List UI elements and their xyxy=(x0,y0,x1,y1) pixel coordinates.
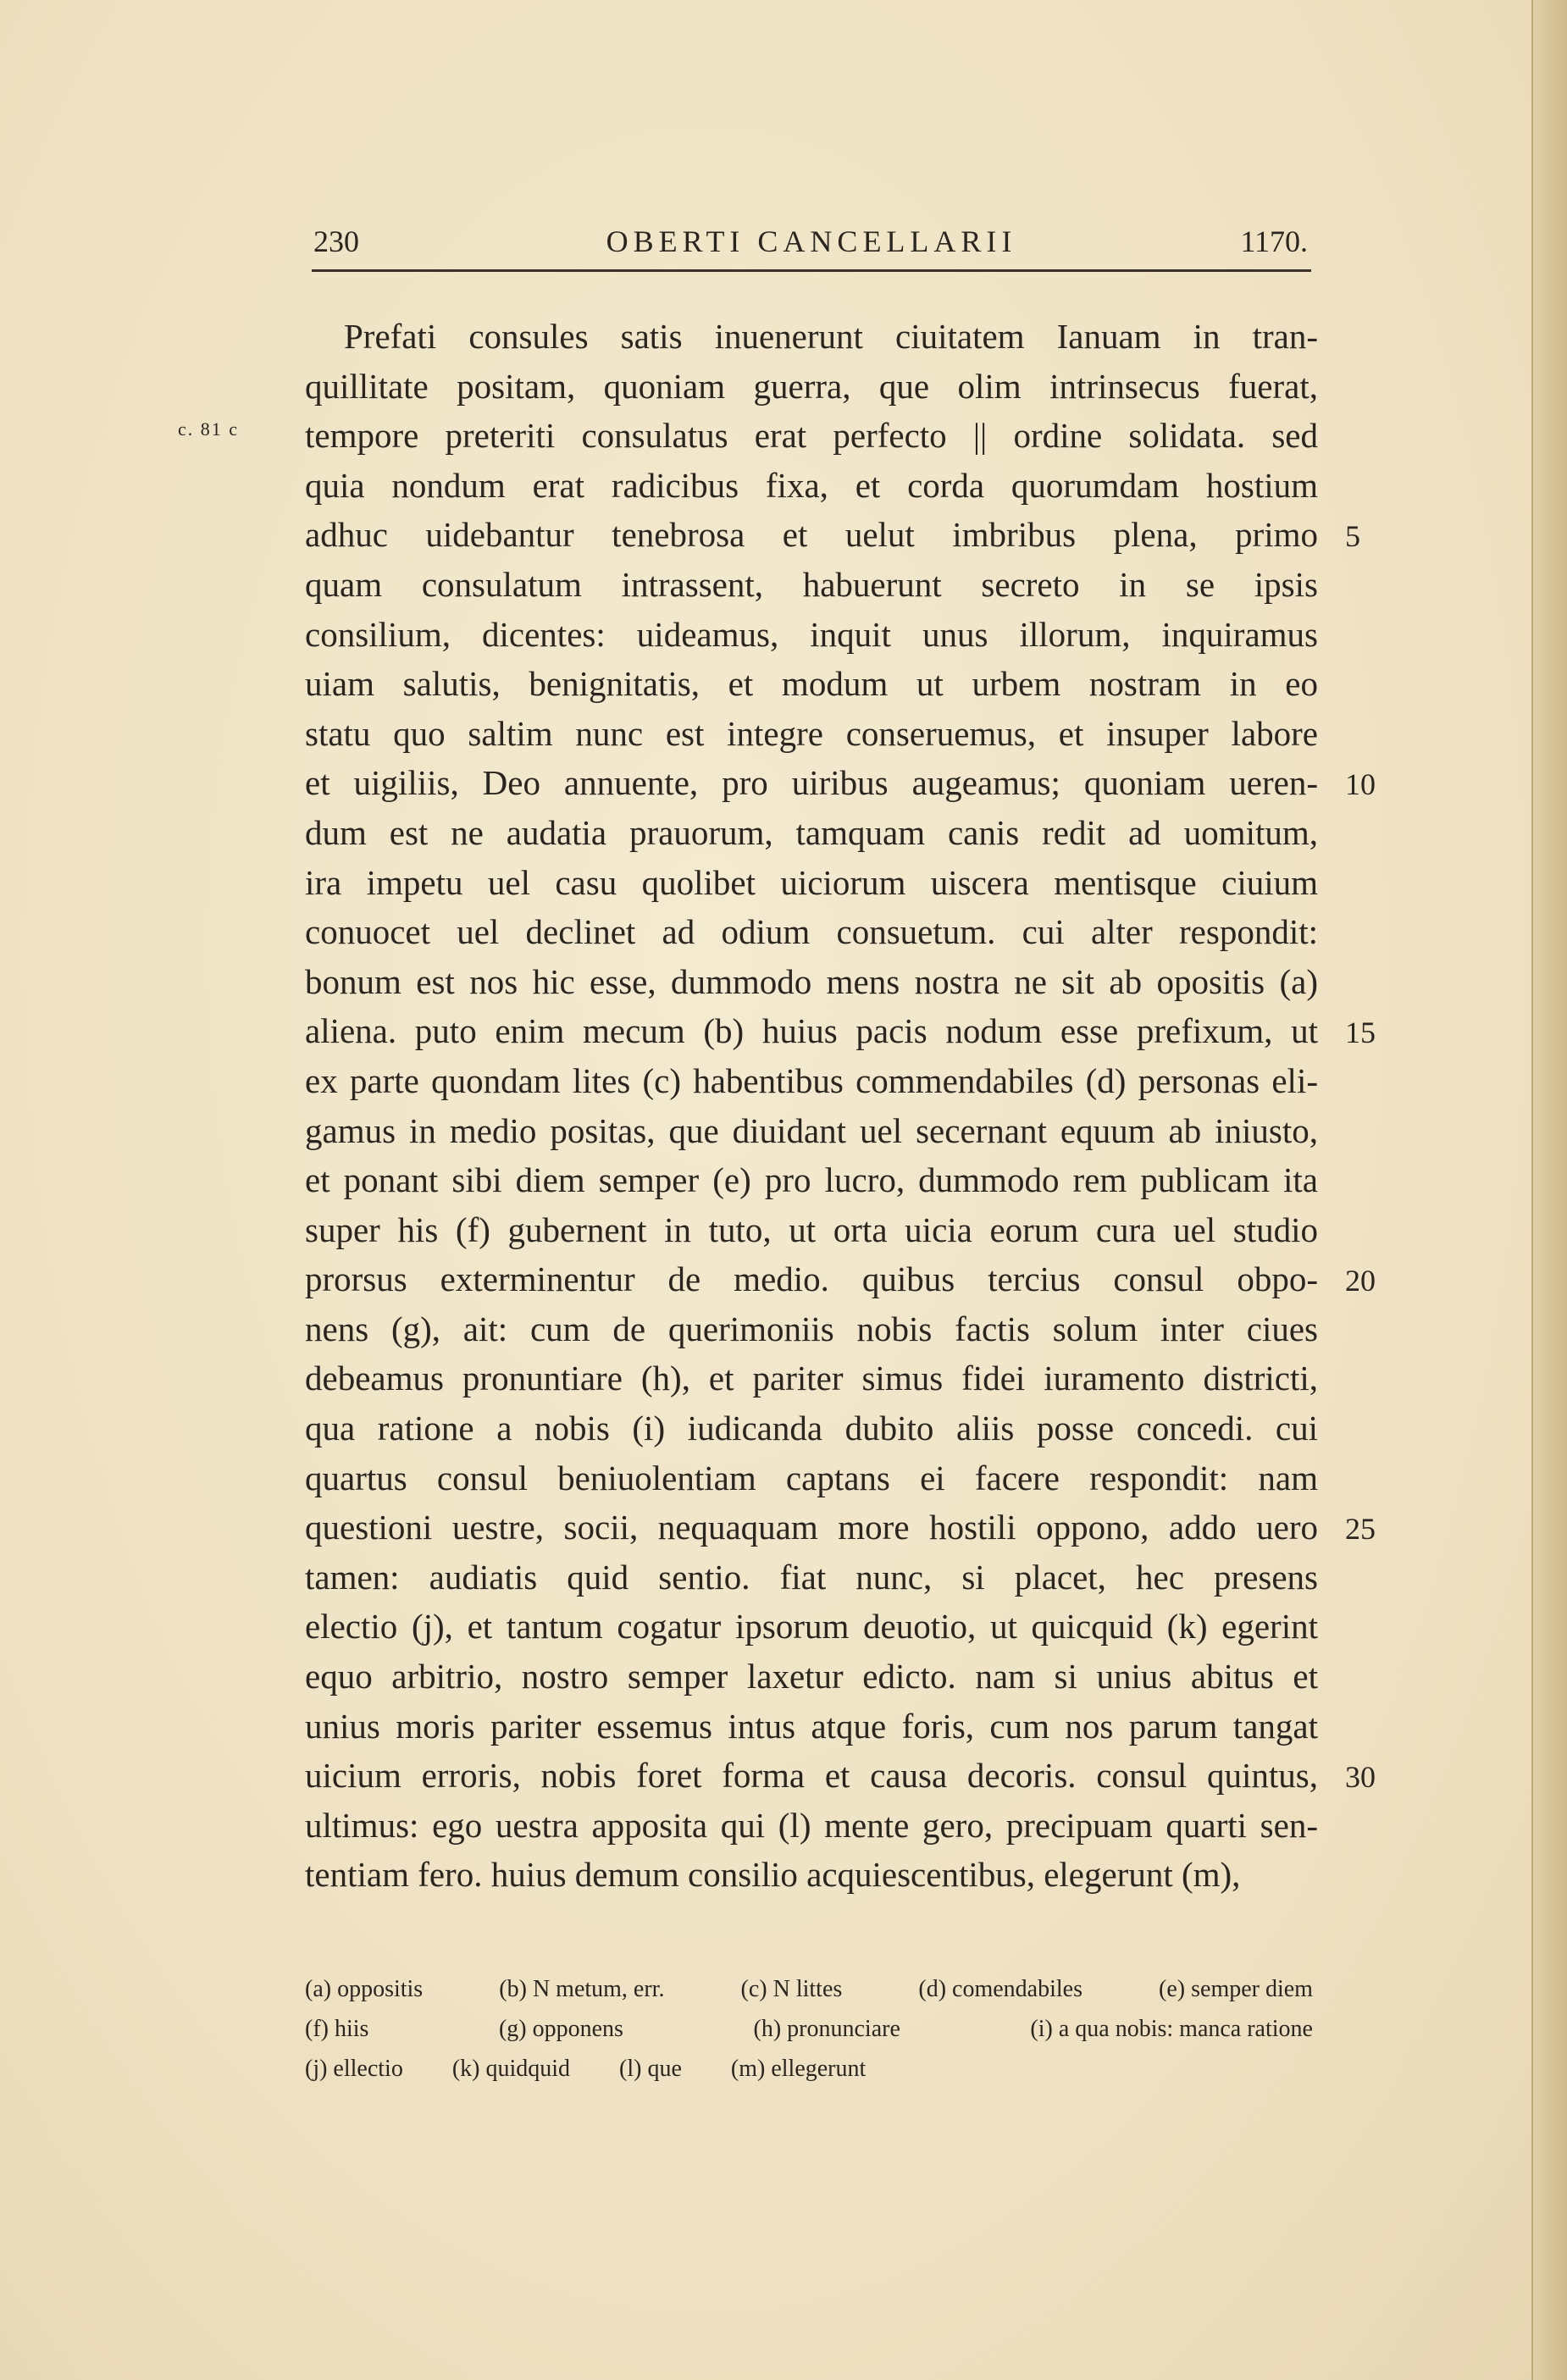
footnote-row xyxy=(305,2009,1313,2049)
text-line: questioni uestre, socii, nequaquam more hostili oppono, addo uero xyxy=(305,1508,1318,1547)
text-line: et ponant sibi diem semper (e) pro lucro, dummodo rem publicam ita xyxy=(305,1160,1318,1200)
text-line: consilium, dicentes: uideamus, inquit unus illorum, inquiramus xyxy=(305,614,1318,654)
text-line: uicium erroris, nobis foret forma et causa decoris. consul quintus, xyxy=(305,1756,1318,1796)
footnote: (c) N littes xyxy=(740,1976,843,2002)
text-line: ira impetu uel casu quolibet uiciorum uiscera mentisque ciuium xyxy=(305,862,1318,902)
page-number: 230 xyxy=(313,224,359,258)
year: 1170. xyxy=(1240,224,1308,258)
text-line: quam consulatum intrassent, habuerunt secreto in se ipsis xyxy=(305,564,1318,604)
running-title: OBERTI CANCELLARII xyxy=(606,224,1017,258)
line-number: 5 xyxy=(1345,519,1360,553)
text-line: qua ratione a nobis (i) iudicanda dubito aliis posse concedi. cui xyxy=(305,1409,1318,1448)
footnote: (d) comendabiles xyxy=(918,1976,1083,2002)
text-line: quillitate positam, quoniam guerra, que olim intrinsecus fuerat, xyxy=(305,366,1318,406)
line-number: 20 xyxy=(1345,1264,1376,1298)
footnote: (h) pronunciare xyxy=(753,2016,900,2042)
text-line: dum est ne audatia prauorum, tamquam canis redit ad uomitum, xyxy=(305,812,1318,852)
line-number: 30 xyxy=(1345,1760,1376,1794)
text-line: nens (g), ait: cum de querimoniis nobis factis solum inter ciues xyxy=(305,1309,1318,1348)
text-line: equo arbitrio, nostro semper laxetur edicto. nam si unius abitus et xyxy=(305,1657,1318,1696)
text-line: ultimus: ego uestra apposita qui (l) mente gero, precipuam quarti sen- xyxy=(305,1805,1318,1845)
text-line: conuocet uel declinet ad odium consuetum. cui alter respondit: xyxy=(305,912,1318,952)
text-line: super his (f) gubernent in tuto, ut orta uicia eorum cura uel studio xyxy=(305,1209,1318,1249)
line-number: 15 xyxy=(1345,1016,1376,1049)
text-line: et uigiliis, Deo annuente, pro uiribus augeamus; quoniam ueren- xyxy=(305,763,1318,803)
body-text xyxy=(305,312,1318,1900)
footnote: (j) ellectio xyxy=(305,2056,403,2082)
text-line: tamen: audiatis quid sentio. fiat nunc, si placet, hec presens xyxy=(305,1557,1318,1597)
footnote: (e) semper diem xyxy=(1159,1976,1313,2002)
footnotes xyxy=(305,1969,1313,2089)
footnote-row xyxy=(305,1969,1313,2009)
text-line: uiam salutis, benignitatis, et modum ut urbem nostram in eo xyxy=(305,664,1318,704)
text-line: prorsus exterminentur de medio. quibus tercius consul obpo- xyxy=(305,1259,1318,1299)
text-line: quia nondum erat radicibus fixa, et corda quorumdam hostium xyxy=(305,465,1318,505)
footnote: (i) a qua nobis: manca ratione xyxy=(1030,2016,1313,2042)
text-line: ex parte quondam lites (c) habentibus commendabiles (d) personas eli- xyxy=(305,1060,1318,1100)
footnote: (a) oppositis xyxy=(305,1976,424,2002)
text-line: aliena. puto enim mecum (b) huius pacis nodum esse prefixum, ut xyxy=(305,1011,1318,1051)
footnote: (k) quidquid xyxy=(451,2056,571,2082)
text-line: statu quo saltim nunc est integre conseruemus, et insuper labore xyxy=(305,713,1318,753)
text-line: debeamus pronuntiare (h), et pariter simus fidei iuramento districti, xyxy=(305,1359,1318,1398)
footnote: (f) hiis xyxy=(305,2016,369,2042)
text-line: adhuc uidebantur tenebrosa et uelut imbribus plena, primo xyxy=(305,515,1318,555)
line-number: 25 xyxy=(1345,1512,1376,1546)
footnote: (l) que xyxy=(619,2056,682,2082)
text-line: quartus consul beniuolentiam captans ei facere respondit: nam xyxy=(305,1458,1318,1497)
footnote: (b) N metum, err. xyxy=(499,1976,665,2002)
text-line: gamus in medio positas, que diuidant uel secernant equum ab iniusto, xyxy=(305,1110,1318,1150)
page-edge xyxy=(1531,0,1567,2380)
text-line: tentiam fero. huius demum consilio acquiescentibus, elegerunt (m), xyxy=(305,1855,1241,1895)
text-line: electio (j), et tantum cogatur ipsorum deuotio, ut quicquid (k) egerint xyxy=(305,1607,1318,1647)
footnote-row xyxy=(305,2049,1313,2089)
footnote: (m) ellegerunt xyxy=(730,2056,867,2082)
line-number: 10 xyxy=(1345,767,1376,801)
text-line: unius moris pariter essemus intus atque foris, cum nos parum tangat xyxy=(305,1706,1318,1746)
running-header xyxy=(312,219,1311,272)
text-line: Prefati consules satis inuenerunt ciuitatem Ianuam in tran- xyxy=(344,317,1318,356)
margin-note: c. 81 c xyxy=(178,418,240,440)
footnote: (g) opponens xyxy=(498,2016,623,2042)
text-line: bonum est nos hic esse, dummodo mens nostra ne sit ab opositis (a) xyxy=(305,961,1318,1001)
text-line: tempore preteriti consulatus erat perfecto || ordine solidata. sed xyxy=(305,416,1318,456)
